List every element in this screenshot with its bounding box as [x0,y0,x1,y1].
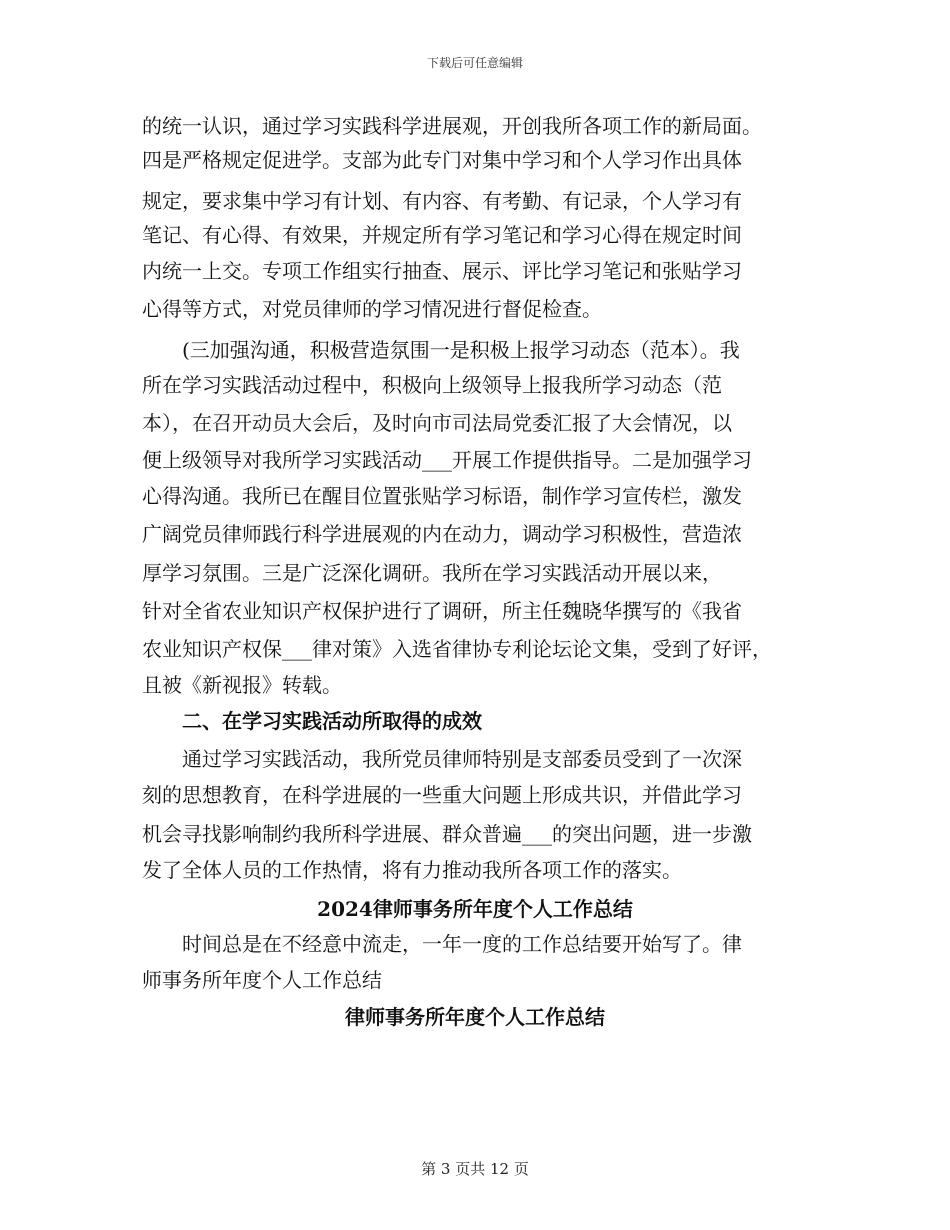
body-line: 心得等方式，对党员律师的学习情况进行督促检查。 [142,297,602,321]
page-number: 第 3 页共 12 页 [421,1160,529,1178]
section-line: 发了全体人员的工作热情，将有力推动我所各项工作的落实。 [142,858,682,882]
document-subtitle: 律师事务所年度个人工作总结 [345,1005,605,1029]
body-line: 且被《新视报》转载。 [142,673,342,697]
body-line: 农业知识产权保___律对策》入选省律协专利论坛论文集，受到了好评， [142,637,772,661]
body-line: 厚学习氛围。三是广泛深化调研。我所在学习实践活动开展以来， [142,561,722,585]
body-line: 规定，要求集中学习有计划、有内容、有考勤、有记录，个人学习有 [142,189,742,213]
page-header-note: 下载后可任意编辑 [426,56,523,70]
body-line: 内统一上交。专项工作组实行抽查、展示、评比学习笔记和张贴学习 [142,259,742,283]
body-line: 本），在召开动员大会后，及时向市司法局党委汇报了大会情况，以 [142,411,732,435]
intro-line: 师事务所年度个人工作总结 [142,968,382,992]
section-line: 通过学习实践活动，我所党员律师特别是支部委员受到了一次深 [182,747,742,771]
body-line: 心得沟通。我所已在醒目位置张贴学习标语，制作学习宣传栏，激发 [142,484,742,508]
body-line: 针对全省农业知识产权保护进行了调研，所主任魏晓华撰写的《我省 [142,599,742,623]
body-line: 便上级领导对我所学习实践活动___开展工作提供指导。二是加强学习 [142,448,752,472]
body-line: (三加强沟通，积极营造氛围一是积极上报学习动态（范本）。我 [182,338,740,362]
section-line: 机会寻找影响制约我所科学进展、群众普遍___的突出问题，进一步激 [142,822,752,846]
intro-line: 时间总是在不经意中流走，一年一度的工作总结要开始写了。律 [182,932,742,956]
body-line: 笔记、有心得、有效果，并规定所有学习笔记和学习心得在规定时间 [142,223,742,247]
body-line: 所在学习实践活动过程中，积极向上级领导上报我所学习动态（范 [142,373,722,397]
section-heading: 二、在学习实践活动所取得的成效 [182,709,482,733]
body-line: 的统一认识，通过学习实践科学进展观，开创我所各项工作的新局面。 [142,114,762,138]
document-title: 2024律师事务所年度个人工作总结 [317,897,633,921]
body-line: 广阔党员律师践行科学进展观的内在动力，调动学习积极性，营造浓 [142,522,742,546]
section-line: 刻的思想教育，在科学进展的一些重大问题上形成共识，并借此学习 [142,783,742,807]
body-line: 四是严格规定促进学。支部为此专门对集中学习和个人学习作出具体 [142,148,742,172]
